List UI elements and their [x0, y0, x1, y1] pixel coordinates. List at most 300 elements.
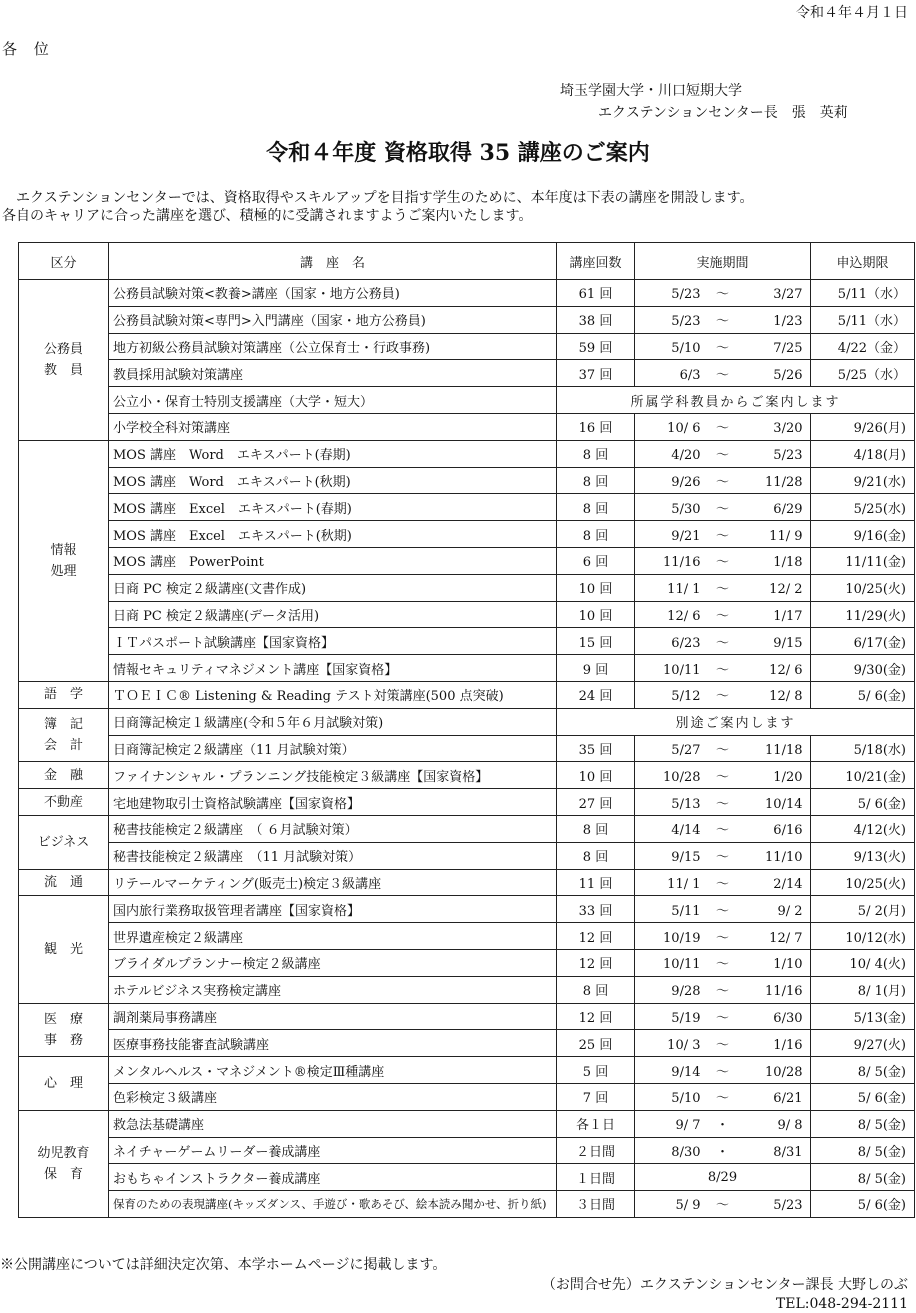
- course-name: メンタルヘルス・マネジメント®検定Ⅲ種講座: [109, 1057, 557, 1084]
- course-name: 調剤薬局事務講座: [109, 1003, 557, 1030]
- table-row: [19, 360, 915, 387]
- table-row: [19, 815, 915, 842]
- category-cell: [19, 762, 109, 789]
- course-name: ＴＯＥＩＣ® Listening & Reading テスト対策講座(500 点突破): [109, 681, 557, 708]
- application-deadline: 8/ 5(金): [811, 1137, 915, 1164]
- period-separator: ～: [715, 1064, 729, 1080]
- course-name: 世界遺産検定２級講座: [109, 923, 557, 950]
- session-count: １日間: [557, 1164, 635, 1191]
- application-deadline: 11/11(金): [811, 547, 915, 574]
- category-cell: [19, 789, 109, 816]
- course-name: 色彩検定３級講座: [109, 1083, 557, 1110]
- application-deadline: 5/ 6(金): [811, 681, 915, 708]
- session-count: 8 回: [557, 494, 635, 521]
- application-deadline: 5/ 6(金): [811, 789, 915, 816]
- category-label: 語 学: [43, 687, 83, 703]
- course-note: 別途ご案内します: [557, 708, 915, 735]
- course-name: 保育のための表現講座(キッズダンス、手遊び・歌あそび、絵本読み聞かせ、折り紙): [109, 1191, 557, 1218]
- course-name: 宅地建物取引士資格試験講座【国家資格】: [109, 789, 557, 816]
- period-end: 6/21: [773, 1091, 803, 1107]
- table-row: [19, 923, 915, 950]
- period-separator: ～: [715, 314, 729, 330]
- telephone: TEL:048-294-2111: [775, 1296, 908, 1312]
- application-deadline: 8/ 5(金): [811, 1057, 915, 1084]
- session-count: 24 回: [557, 681, 635, 708]
- session-count: 35 回: [557, 735, 635, 762]
- period-cell: [635, 1057, 811, 1084]
- period-start: 9/14: [671, 1064, 701, 1080]
- table-row: [19, 896, 915, 923]
- period-cell: [635, 976, 811, 1003]
- session-count: 59 回: [557, 333, 635, 360]
- table-row: [19, 1003, 915, 1030]
- period-separator: ～: [715, 501, 729, 517]
- session-count: 37 回: [557, 360, 635, 387]
- session-count: 8 回: [557, 467, 635, 494]
- course-name: MOS 講座 PowerPoint: [109, 547, 557, 574]
- period-end: 11/18: [765, 742, 803, 758]
- application-deadline: 9/21(水): [811, 467, 915, 494]
- application-deadline: 8/ 1(月): [811, 976, 915, 1003]
- period-cell: [635, 1137, 811, 1164]
- period-end: 11/16: [765, 984, 803, 1000]
- application-deadline: 5/ 6(金): [811, 1191, 915, 1218]
- table-row: [19, 1030, 915, 1057]
- period-cell: [635, 789, 811, 816]
- course-name: 救急法基礎講座: [109, 1110, 557, 1137]
- application-deadline: 5/ 2(月): [811, 896, 915, 923]
- period-start: 5/19: [671, 1010, 701, 1026]
- page-title: 令和４年度 資格取得 35 講座のご案内: [266, 140, 650, 166]
- period-start: 5/11: [671, 903, 701, 919]
- period-cell: [635, 1083, 811, 1110]
- period-start: 5/13: [671, 796, 701, 812]
- course-name: 教員採用試験対策講座: [109, 360, 557, 387]
- course-name: ファイナンシャル・プランニング技能検定３級講座【国家資格】: [109, 762, 557, 789]
- category-cell: [19, 1110, 109, 1217]
- period-separator: ～: [715, 421, 729, 437]
- session-count: 6 回: [557, 547, 635, 574]
- period-cell: [635, 628, 811, 655]
- course-name: MOS 講座 Excel エキスパート(春期): [109, 494, 557, 521]
- application-deadline: 5/13(金): [811, 1003, 915, 1030]
- application-deadline: 4/12(火): [811, 815, 915, 842]
- period-start: 9/ 7: [675, 1118, 701, 1134]
- period-start: 10/11: [663, 662, 701, 678]
- session-count: 8 回: [557, 521, 635, 548]
- table-row: [19, 762, 915, 789]
- period-separator: ～: [715, 582, 729, 598]
- period-start: 5/10: [671, 1091, 701, 1107]
- period-start: 10/ 3: [667, 1037, 701, 1053]
- session-count: 10 回: [557, 762, 635, 789]
- period-cell: [635, 413, 811, 440]
- period-end: 6/16: [773, 823, 803, 839]
- category-cell: [19, 708, 109, 762]
- period-separator: ～: [715, 876, 729, 892]
- course-name: 日商 PC 検定２級講座(文書作成): [109, 574, 557, 601]
- session-count: 27 回: [557, 789, 635, 816]
- application-deadline: 9/16(金): [811, 521, 915, 548]
- application-deadline: 9/27(火): [811, 1030, 915, 1057]
- table-row: [19, 440, 915, 467]
- session-count: 12 回: [557, 949, 635, 976]
- period-separator: ～: [715, 287, 729, 303]
- session-count: 61 回: [557, 280, 635, 307]
- period-cell: [635, 601, 811, 628]
- course-name: ＩＴパスポート試験講座【国家資格】: [109, 628, 557, 655]
- course-note: 所属学科教員からご案内します: [557, 387, 915, 414]
- period-separator: ～: [715, 742, 729, 758]
- session-count: 12 回: [557, 1003, 635, 1030]
- period-end: 7/25: [773, 340, 803, 356]
- period-end: 12/ 2: [769, 582, 803, 598]
- period-cell: [635, 467, 811, 494]
- period-cell: [635, 574, 811, 601]
- period-separator: ～: [715, 608, 729, 624]
- period-end: 12/ 7: [769, 930, 803, 946]
- period-end: 1/17: [773, 608, 803, 624]
- course-name: 地方初級公務員試験対策講座（公立保育士・行政事務): [109, 333, 557, 360]
- footnote: ※公開講座については詳細決定次第、本学ホームページに掲載します。: [0, 1257, 447, 1273]
- period-cell: [635, 923, 811, 950]
- period-end: 1/16: [773, 1037, 803, 1053]
- session-count: 各１日: [557, 1110, 635, 1137]
- period-separator: ～: [715, 474, 729, 490]
- category-label: 公務員: [43, 341, 83, 357]
- period-cell: [635, 762, 811, 789]
- period-end: 2/14: [773, 876, 803, 892]
- application-deadline: 5/25(水): [811, 494, 915, 521]
- period-end: 9/ 8: [777, 1118, 803, 1134]
- period-end: 11/ 9: [769, 528, 803, 544]
- period-start: 8/30: [671, 1144, 701, 1160]
- period-separator: ～: [715, 555, 729, 571]
- course-table: [18, 242, 915, 1218]
- table-row: [19, 976, 915, 1003]
- period-end: 3/27: [773, 287, 803, 303]
- period-end: 10/28: [765, 1064, 803, 1080]
- session-count: 33 回: [557, 896, 635, 923]
- period-separator: ～: [715, 1198, 729, 1214]
- application-deadline: 8/ 5(金): [811, 1164, 915, 1191]
- course-name: おもちゃインストラクター養成講座: [109, 1164, 557, 1191]
- application-deadline: 5/11（水）: [811, 280, 915, 307]
- application-deadline: 10/25(火): [811, 869, 915, 896]
- period-separator: ～: [715, 850, 729, 866]
- period-start: 5/10: [671, 340, 701, 356]
- period-cell: [635, 360, 811, 387]
- period-cell: [635, 1030, 811, 1057]
- period-end: 6/30: [773, 1010, 803, 1026]
- application-deadline: 9/30(金): [811, 655, 915, 682]
- period-separator: ～: [715, 1091, 729, 1107]
- addressee: 各 位: [2, 40, 55, 58]
- course-name: リテールマーケティング(販売士)検定３級講座: [109, 869, 557, 896]
- period-separator: ～: [715, 1010, 729, 1026]
- category-cell: [19, 280, 109, 441]
- organization-name: 埼玉学園大学・川口短期大学: [560, 83, 742, 99]
- period-start: 6/23: [671, 635, 701, 651]
- period-cell: [635, 842, 811, 869]
- course-name: 国内旅行業務取扱管理者講座【国家資格】: [109, 896, 557, 923]
- table-row: [19, 1164, 915, 1191]
- period-end: 8/31: [773, 1144, 803, 1160]
- session-count: 10 回: [557, 574, 635, 601]
- course-name: 医療事務技能審査試験講座: [109, 1030, 557, 1057]
- table-row: [19, 628, 915, 655]
- table-row: [19, 1083, 915, 1110]
- course-name: ホテルビジネス実務検定講座: [109, 976, 557, 1003]
- period-cell: [635, 949, 811, 976]
- period-cell: [635, 547, 811, 574]
- session-count: 15 回: [557, 628, 635, 655]
- period-cell: [635, 1191, 811, 1218]
- table-row: [19, 601, 915, 628]
- intro-paragraph: [2, 189, 753, 225]
- session-count: 16 回: [557, 413, 635, 440]
- category-label: 観 光: [43, 941, 83, 957]
- period-end: 11/28: [765, 474, 803, 490]
- session-count: 38 回: [557, 306, 635, 333]
- table-row: [19, 413, 915, 440]
- application-deadline: 8/ 5(金): [811, 1110, 915, 1137]
- period-separator: ～: [715, 662, 729, 678]
- application-deadline: 10/21(金): [811, 762, 915, 789]
- period-end: 1/10: [773, 957, 803, 973]
- period-end: 1/20: [773, 769, 803, 785]
- application-deadline: 5/ 6(金): [811, 1083, 915, 1110]
- header-period: 実施期間: [635, 243, 811, 280]
- table-row: [19, 869, 915, 896]
- period-cell: [635, 494, 811, 521]
- course-name: 日商 PC 検定２級講座(データ活用): [109, 601, 557, 628]
- period-cell: [635, 655, 811, 682]
- category-cell: [19, 681, 109, 708]
- table-row: [19, 949, 915, 976]
- session-count: 5 回: [557, 1057, 635, 1084]
- session-count: 8 回: [557, 842, 635, 869]
- period-end: 5/26: [773, 367, 803, 383]
- period-cell: [635, 1003, 811, 1030]
- period-cell: [635, 521, 811, 548]
- period-end: 3/20: [773, 421, 803, 437]
- category-label: 教 員: [43, 362, 83, 378]
- period-start: 11/16: [663, 555, 701, 571]
- period-cell: [635, 333, 811, 360]
- table-row: [19, 547, 915, 574]
- application-deadline: 10/ 4(火): [811, 949, 915, 976]
- table-row: [19, 306, 915, 333]
- contact-info: （お問合せ先）エクステンションセンター課長 大野しのぶ: [541, 1277, 908, 1293]
- period-start: 11/ 1: [667, 582, 701, 598]
- session-count: 10 回: [557, 601, 635, 628]
- period-start: 10/19: [663, 930, 701, 946]
- period-start: 6/3: [679, 367, 701, 383]
- session-count: 9 回: [557, 655, 635, 682]
- session-count: 25 回: [557, 1030, 635, 1057]
- period-start: 10/ 6: [667, 421, 701, 437]
- application-deadline: 9/26(月): [811, 413, 915, 440]
- table-row: [19, 1110, 915, 1137]
- course-name: MOS 講座 Excel エキスパート(秋期): [109, 521, 557, 548]
- period-separator: ～: [715, 957, 729, 973]
- application-deadline: 5/11（水）: [811, 306, 915, 333]
- category-cell: [19, 869, 109, 896]
- table-body: [19, 280, 915, 1218]
- course-name: 公務員試験対策<教養>講座（国家・地方公務員): [109, 280, 557, 307]
- period-start: 12/ 6: [667, 608, 701, 624]
- period-separator: ～: [715, 903, 729, 919]
- course-name: 秘書技能検定２級講座 （11 月試験対策）: [109, 842, 557, 869]
- application-deadline: 5/18(水): [811, 735, 915, 762]
- period-separator: ～: [715, 340, 729, 356]
- period-separator: ～: [715, 689, 729, 705]
- table-row: [19, 280, 915, 307]
- category-cell: [19, 1003, 109, 1057]
- table-row: [19, 1137, 915, 1164]
- period-cell: [635, 735, 811, 762]
- course-name: MOS 講座 Word エキスパート(春期): [109, 440, 557, 467]
- application-deadline: 6/17(金): [811, 628, 915, 655]
- period-cell: [635, 815, 811, 842]
- period-start: 5/23: [671, 287, 701, 303]
- table-row: [19, 655, 915, 682]
- category-label: 幼児教育: [37, 1145, 90, 1161]
- session-count: ２日間: [557, 1137, 635, 1164]
- table-row: [19, 681, 915, 708]
- period-start: 4/14: [671, 823, 701, 839]
- session-count: 8 回: [557, 976, 635, 1003]
- intro-line: エクステンションセンターでは、資格取得やスキルアップを目指す学生のために、本年度は下表の講座を開設します。: [2, 190, 754, 206]
- course-name: 日商簿記検定１級講座(令和５年６月試験対策): [109, 708, 557, 735]
- table-header-row: [19, 243, 915, 280]
- period-separator: ～: [715, 635, 729, 651]
- course-name: 秘書技能検定２級講座 （ ６月試験対策）: [109, 815, 557, 842]
- intro-line: 各自のキャリアに合った講座を選び、積極的に受講されますようご案内いたします。: [2, 208, 533, 224]
- document-date: 令和４年４月１日: [796, 5, 908, 21]
- category-label: 簿 記: [43, 717, 83, 733]
- session-count: 8 回: [557, 440, 635, 467]
- category-label: 保 育: [43, 1166, 83, 1182]
- application-deadline: 10/25(火): [811, 574, 915, 601]
- period-end: 9/ 2: [777, 903, 803, 919]
- period-end: 6/29: [773, 501, 803, 517]
- period-start: 9/28: [671, 984, 701, 1000]
- course-name: MOS 講座 Word エキスパート(秋期): [109, 467, 557, 494]
- period-separator: ・: [715, 1144, 729, 1160]
- category-label: 情報: [50, 542, 77, 558]
- period-end: 12/ 6: [769, 662, 803, 678]
- session-count: ３日間: [557, 1191, 635, 1218]
- category-label: 処理: [50, 563, 77, 579]
- period-start: 5/27: [671, 742, 701, 758]
- period-end: 1/18: [773, 555, 803, 571]
- course-name: 日商簿記検定２級講座（11 月試験対策）: [109, 735, 557, 762]
- header-course-name: 講 座 名: [109, 243, 557, 280]
- category-cell: [19, 1057, 109, 1111]
- period-cell: [635, 280, 811, 307]
- application-deadline: 5/25（水）: [811, 360, 915, 387]
- category-cell: [19, 815, 109, 869]
- course-name: 公立小・保育士特別支援講座（大学・短大）: [109, 387, 557, 414]
- period-separator: ～: [715, 448, 729, 464]
- period-cell: [635, 1110, 811, 1137]
- period-separator: ～: [715, 930, 729, 946]
- application-deadline: 11/29(火): [811, 601, 915, 628]
- period-single-date: 8/29: [707, 1169, 738, 1185]
- table-row: [19, 333, 915, 360]
- category-label: 心 理: [43, 1075, 83, 1091]
- application-deadline: 10/12(水): [811, 923, 915, 950]
- period-start: 11/ 1: [667, 876, 701, 892]
- period-separator: ～: [715, 367, 729, 383]
- sender-name: エクステンションセンター長 張 英莉: [598, 105, 848, 121]
- application-deadline: 4/22（金）: [811, 333, 915, 360]
- period-end: 5/23: [773, 448, 803, 464]
- category-label: 医 療: [43, 1011, 83, 1027]
- period-end: 10/14: [765, 796, 803, 812]
- period-separator: ～: [715, 769, 729, 785]
- period-start: 5/30: [671, 501, 701, 517]
- table-row: [19, 521, 915, 548]
- course-name: ブライダルプランナー検定２級講座: [109, 949, 557, 976]
- period-end: 11/10: [765, 850, 803, 866]
- period-start: 5/12: [671, 689, 701, 705]
- table-row: [19, 494, 915, 521]
- session-count: 12 回: [557, 923, 635, 950]
- category-label: 会 計: [43, 738, 83, 754]
- course-name: 公務員試験対策<専門>入門講座（国家・地方公務員): [109, 306, 557, 333]
- period-start: 10/11: [663, 957, 701, 973]
- table-row: [19, 387, 915, 414]
- period-start: 5/ 9: [675, 1198, 701, 1214]
- period-separator: ～: [715, 823, 729, 839]
- period-cell: [635, 1164, 811, 1191]
- category-label: 不動産: [43, 794, 83, 810]
- session-count: 7 回: [557, 1083, 635, 1110]
- period-separator: ～: [715, 528, 729, 544]
- session-count: 8 回: [557, 815, 635, 842]
- table-row: [19, 1057, 915, 1084]
- course-name: 小学校全科対策講座: [109, 413, 557, 440]
- application-deadline: 4/18(月): [811, 440, 915, 467]
- category-label: 金 融: [43, 767, 83, 783]
- period-start: 5/23: [671, 314, 701, 330]
- period-cell: [635, 896, 811, 923]
- period-separator: ～: [715, 1037, 729, 1053]
- category-label: 事 務: [43, 1032, 83, 1048]
- category-cell: [19, 896, 109, 1003]
- table-row: [19, 842, 915, 869]
- period-end: 1/23: [773, 314, 803, 330]
- period-end: 12/ 8: [769, 689, 803, 705]
- period-start: 4/20: [671, 448, 701, 464]
- period-cell: [635, 440, 811, 467]
- table-row: [19, 735, 915, 762]
- header-deadline: 申込期限: [811, 243, 915, 280]
- period-separator: ～: [715, 984, 729, 1000]
- header-session-count: 講座回数: [557, 243, 635, 280]
- period-separator: ～: [715, 796, 729, 812]
- period-start: 9/21: [671, 528, 701, 544]
- category-label: ビジネス: [37, 834, 90, 850]
- table-row: [19, 789, 915, 816]
- period-separator: ・: [715, 1118, 729, 1134]
- category-cell: [19, 440, 109, 681]
- period-end: 9/15: [773, 635, 803, 651]
- session-count: 11 回: [557, 869, 635, 896]
